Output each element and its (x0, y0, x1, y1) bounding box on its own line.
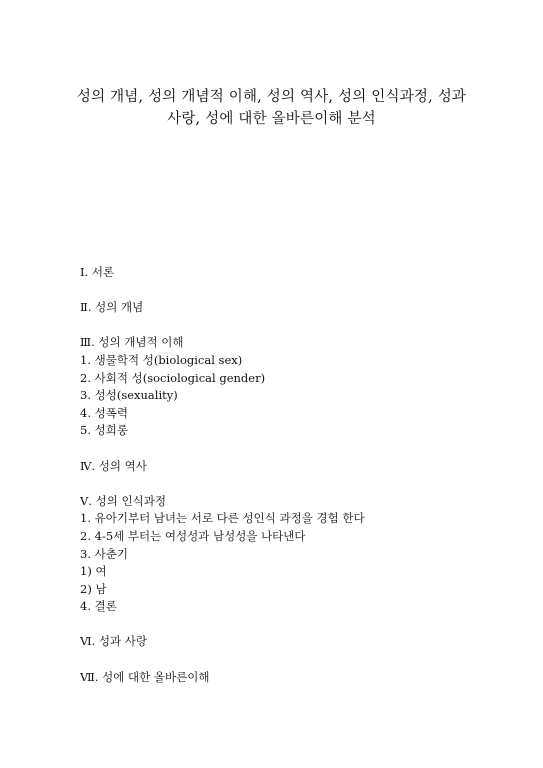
document-title (40, 86, 503, 130)
toc-item: 3. 사춘기 (80, 546, 128, 561)
toc-section-5: Ⅴ. 성의 인식과정 (80, 493, 166, 508)
title-line-2: 사랑, 성에 대한 올바른이해 분석 (167, 111, 376, 127)
table-of-contents (80, 264, 520, 686)
toc-subitem: 2) 남 (80, 581, 107, 596)
toc-item: 2. 4-5세 부터는 여성성과 남성성을 나타낸다 (80, 528, 306, 543)
toc-item: 4. 결론 (80, 599, 117, 614)
toc-section-6: Ⅵ. 성과 사랑 (80, 634, 147, 649)
toc-item: 5. 성희롱 (80, 423, 128, 438)
toc-item: 3. 성성(sexuality) (80, 388, 178, 403)
toc-subitem: 1) 여 (80, 564, 107, 579)
toc-section-4: Ⅳ. 성의 역사 (80, 458, 147, 473)
toc-section-3: Ⅲ. 성의 개념적 이해 (80, 335, 184, 350)
toc-item: 1. 생물학적 성(biological sex) (80, 352, 243, 367)
toc-section-1: Ⅰ. 서론 (80, 265, 115, 279)
toc-section-7: Ⅶ. 성에 대한 올바른이해 (80, 669, 210, 684)
toc-section-2: Ⅱ. 성의 개념 (80, 300, 144, 315)
toc-item: 4. 성폭력 (80, 405, 128, 420)
toc-item: 1. 유아기부터 남녀는 서로 다른 성인식 과정을 경험 한다 (80, 511, 365, 526)
toc-item: 2. 사회적 성(sociological gender) (80, 370, 266, 385)
title-line-1: 성의 개념, 성의 개념적 이해, 성의 역사, 성의 인식과정, 성과 (76, 89, 467, 105)
